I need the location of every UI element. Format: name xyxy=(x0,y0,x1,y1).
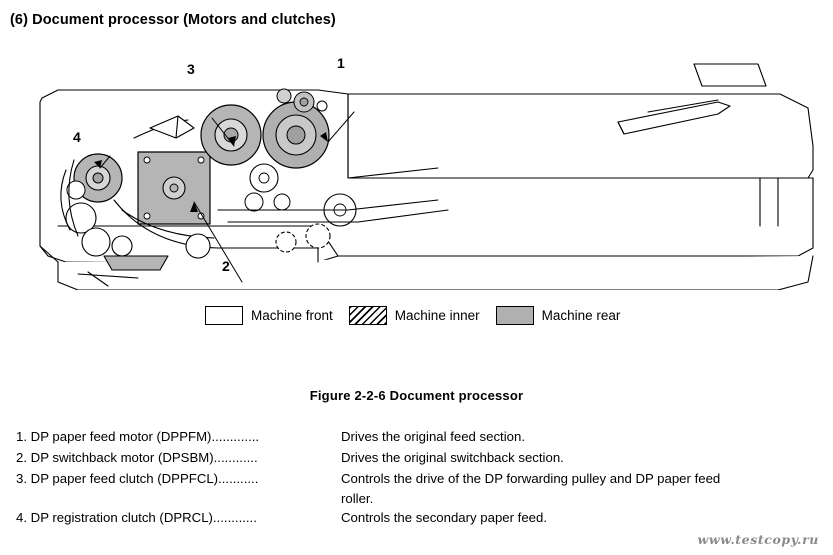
part-label xyxy=(16,449,341,468)
parts-list-item xyxy=(16,449,816,468)
parts-list-item xyxy=(16,470,816,489)
part-name: DP switchback motor (DPSBM) xyxy=(30,449,214,465)
part-name: DP paper feed clutch (DPPFCL) xyxy=(30,470,219,486)
legend-label-rear: Machine rear xyxy=(541,307,621,323)
page-title: (6) Document processor (Motors and clutches) xyxy=(10,12,336,28)
part-leader: ........... xyxy=(218,470,259,486)
part-description-continued: roller. xyxy=(341,491,374,507)
watermark: www.testcopy.ru xyxy=(697,532,819,547)
part-name: DP registration clutch (DPRCL) xyxy=(30,509,213,525)
part-name: DP paper feed motor (DPPFM) xyxy=(30,429,212,444)
legend-item-machine-inner xyxy=(349,306,480,325)
parts-list-item xyxy=(16,509,816,528)
part-description: Controls the secondary paper feed. xyxy=(341,509,547,525)
document-processor-diagram xyxy=(18,50,818,290)
legend-swatch-rear xyxy=(496,306,534,325)
callout-4: 4 xyxy=(73,129,81,145)
legend xyxy=(205,303,715,327)
part-description: Controls the drive of the DP forwarding pulley and DP paper feed xyxy=(341,470,721,486)
legend-item-machine-front xyxy=(205,306,333,325)
part-label xyxy=(16,428,341,447)
part-leader: ............ xyxy=(212,509,257,525)
legend-swatch-front xyxy=(205,306,243,325)
part-label xyxy=(16,470,341,489)
legend-swatch-inner xyxy=(349,306,387,325)
part-description: Drives the original switchback section. xyxy=(341,449,564,465)
part-number: 4. xyxy=(16,509,27,525)
part-number: 2. xyxy=(16,449,27,465)
callout-2: 2 xyxy=(222,258,230,274)
part-label xyxy=(16,509,341,528)
legend-item-machine-rear xyxy=(496,306,621,325)
figure-caption: Figure 2-2-6 Document processor xyxy=(309,388,524,403)
part-description: Drives the original feed section. xyxy=(341,429,525,444)
callout-3: 3 xyxy=(187,61,195,77)
callout-1: 1 xyxy=(337,55,345,71)
part-leader: ............. xyxy=(211,429,260,444)
parts-list-item xyxy=(16,428,816,447)
part-leader: ............ xyxy=(213,449,258,465)
legend-label-inner: Machine inner xyxy=(394,307,480,323)
diagram-svg xyxy=(18,50,818,290)
part-number: 3. xyxy=(16,470,27,486)
part-number: 1. xyxy=(16,429,27,444)
legend-label-front: Machine front xyxy=(251,307,333,323)
parts-list xyxy=(16,428,816,530)
